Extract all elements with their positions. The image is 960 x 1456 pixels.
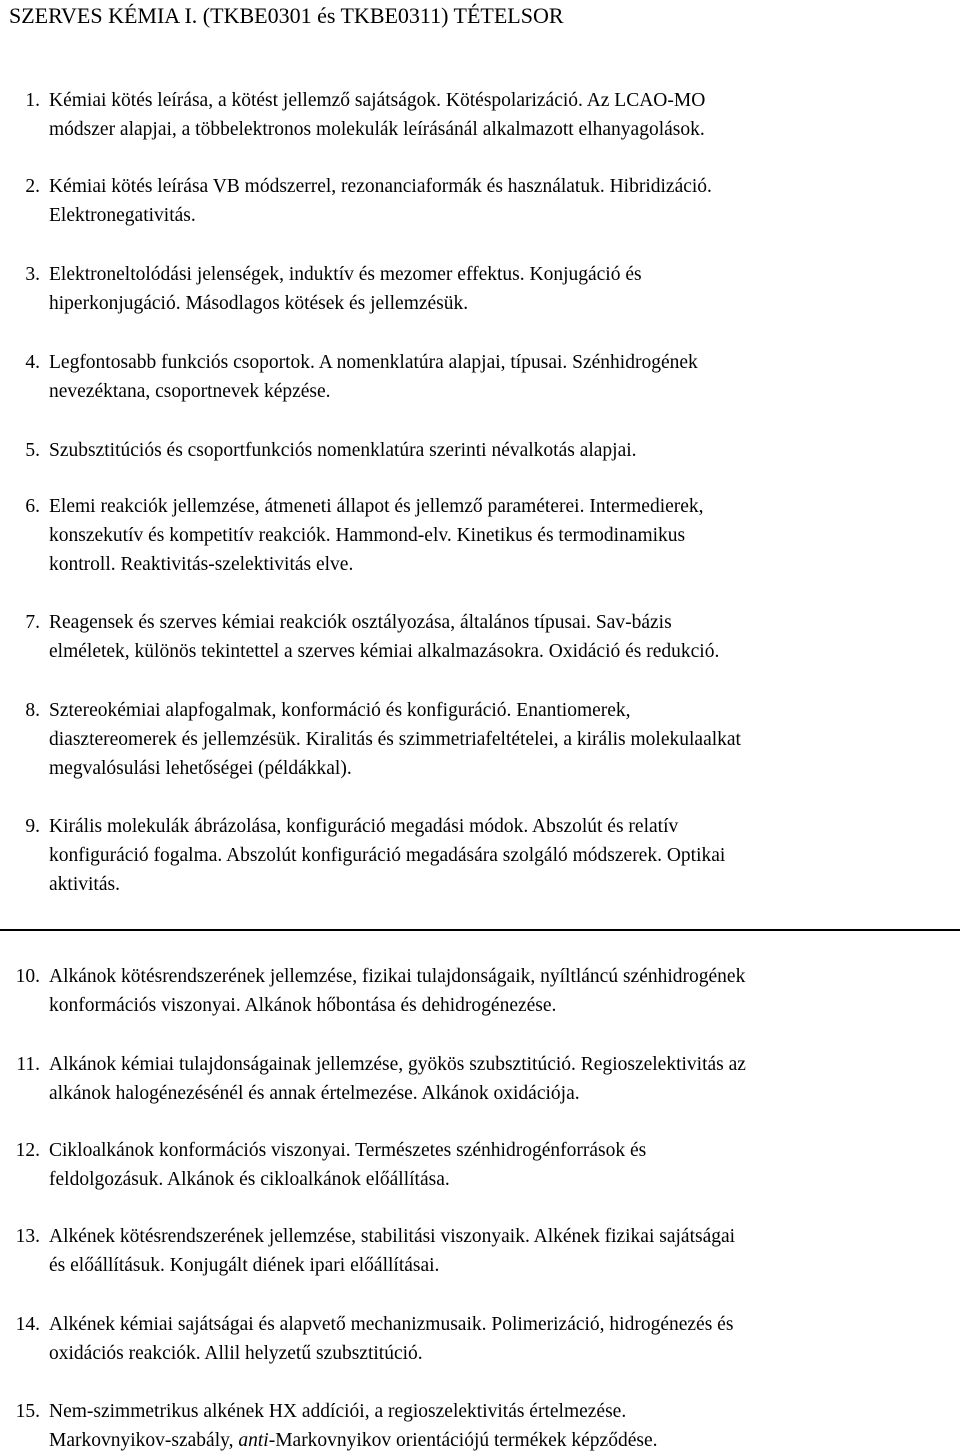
item-line: hiperkonjugáció. Másodlagos kötések és jellemzésük.	[49, 293, 469, 314]
item-text	[49, 1136, 954, 1194]
item-line: nevezéktana, csoportnevek képzése.	[49, 381, 331, 402]
item-line-mixed	[49, 1426, 954, 1455]
item-number: 10.	[15, 966, 40, 987]
item-text	[49, 172, 954, 230]
item-line: konformációs viszonyai. Alkánok hőbontása és dehidrogénezése.	[49, 995, 557, 1016]
item-line: és előállításuk. Konjugált diének ipari előállításai.	[49, 1255, 440, 1276]
italic-word: anti	[238, 1430, 269, 1451]
item-line-part: Markovnyikov-szabály,	[49, 1430, 239, 1451]
item-line: módszer alapjai, a többelektronos molekulák leírásánál alkalmazott elhanyagolások.	[49, 119, 705, 140]
item-number: 13.	[15, 1226, 40, 1247]
item-line: Alkének kötésrendszerének jellemzése, stabilitási viszonyaik. Alkének fizikai sajátságai	[49, 1226, 736, 1247]
item-line: Szubsztitúciós és csoportfunkciós nomenklatúra szerinti névalkotás alapjai.	[49, 440, 637, 461]
item-line: Legfontosabb funkciós csoportok. A nomenklatúra alapjai, típusai. Szénhidrogének	[49, 352, 698, 373]
item-text	[49, 608, 954, 666]
item-text	[49, 492, 954, 579]
item-line: konfiguráció fogalma. Abszolút konfiguráció megadására szolgáló módszerek. Optikai	[49, 845, 726, 866]
item-line: megvalósulási lehetőségei (példákkal).	[49, 758, 352, 779]
item-line: Elemi reakciók jellemzése, átmeneti állapot és jellemző paraméterei. Intermedierek,	[49, 496, 704, 517]
horizontal-divider	[0, 929, 960, 931]
item-line: aktivitás.	[49, 874, 120, 895]
item-number: 3.	[25, 264, 40, 285]
item-number: 9.	[25, 816, 40, 837]
item-number: 11.	[16, 1054, 40, 1075]
item-text	[49, 348, 954, 406]
item-line: kontroll. Reaktivitás-szelektivitás elve.	[49, 554, 354, 575]
item-line: oxidációs reakciók. Allil helyzetű szubsztitúció.	[49, 1343, 423, 1364]
item-text	[49, 1397, 954, 1455]
item-line: Reagensek és szerves kémiai reakciók osztályozása, általános típusai. Sav-bázis	[49, 612, 672, 633]
item-line: Nem-szimmetrikus alkének HX addíciói, a regioszelektivitás értelmezése.	[49, 1401, 627, 1422]
item-text	[49, 1310, 954, 1368]
item-number: 7.	[25, 612, 40, 633]
item-text	[49, 260, 954, 318]
item-text	[49, 436, 954, 465]
item-line: elméletek, különös tekintettel a szerves kémiai alkalmazásokra. Oxidáció és redukció.	[49, 641, 720, 662]
item-number: 12.	[15, 1140, 40, 1161]
item-line: Sztereokémiai alapfogalmak, konformáció és konfiguráció. Enantiomerek,	[49, 700, 631, 721]
item-line: Alkánok kémiai tulajdonságainak jellemzése, gyökös szubsztitúció. Regioszelektivitás az	[49, 1054, 746, 1075]
item-line: Elektronegativitás.	[49, 205, 196, 226]
item-line: Alkánok kötésrendszerének jellemzése, fizikai tulajdonságaik, nyíltláncú szénhidrogének	[49, 966, 746, 987]
item-number: 6.	[25, 496, 40, 517]
item-number: 14.	[15, 1314, 40, 1335]
item-number: 8.	[25, 700, 40, 721]
item-line: Kémiai kötés leírása, a kötést jellemző sajátságok. Kötéspolarizáció. Az LCAO-MO	[49, 90, 706, 111]
item-line: Alkének kémiai sajátságai és alapvető mechanizmusaik. Polimerizáció, hidrogénezés és	[49, 1314, 734, 1335]
item-text	[49, 696, 954, 783]
item-line: Kémiai kötés leírása VB módszerrel, rezonanciaformák és használatuk. Hibridizáció.	[49, 176, 712, 197]
item-text	[49, 1222, 954, 1280]
item-number: 15.	[15, 1401, 40, 1422]
item-number: 1.	[25, 90, 40, 111]
item-line: diasztereomerek és jellemzésük. Kiralitás és szimmetriafeltételei, a királis molekulaalkat	[49, 729, 741, 750]
document-title: SZERVES KÉMIA I. (TKBE0301 és TKBE0311) TÉTELSOR	[9, 3, 564, 28]
item-line: alkánok halogénezésénél és annak értelmezése. Alkánok oxidációja.	[49, 1083, 580, 1104]
item-text	[49, 812, 954, 899]
item-line-part: -Markovnyikov orientációjú termékek képződése.	[268, 1430, 658, 1451]
item-text	[49, 1050, 954, 1108]
item-text	[49, 962, 954, 1020]
item-line: feldolgozásuk. Alkánok és cikloalkánok előállítása.	[49, 1169, 450, 1190]
item-number: 4.	[25, 352, 40, 373]
item-line: Cikloalkánok konformációs viszonyai. Természetes szénhidrogénforrások és	[49, 1140, 647, 1161]
item-line: konszekutív és kompetitív reakciók. Hammond-elv. Kinetikus és termodinamikus	[49, 525, 686, 546]
item-line: Elektroneltolódási jelenségek, induktív és mezomer effektus. Konjugáció és	[49, 264, 642, 285]
item-line: Királis molekulák ábrázolása, konfiguráció megadási módok. Abszolút és relatív	[49, 816, 679, 837]
item-number: 5.	[25, 440, 40, 461]
item-text	[49, 86, 954, 144]
item-number: 2.	[25, 176, 40, 197]
